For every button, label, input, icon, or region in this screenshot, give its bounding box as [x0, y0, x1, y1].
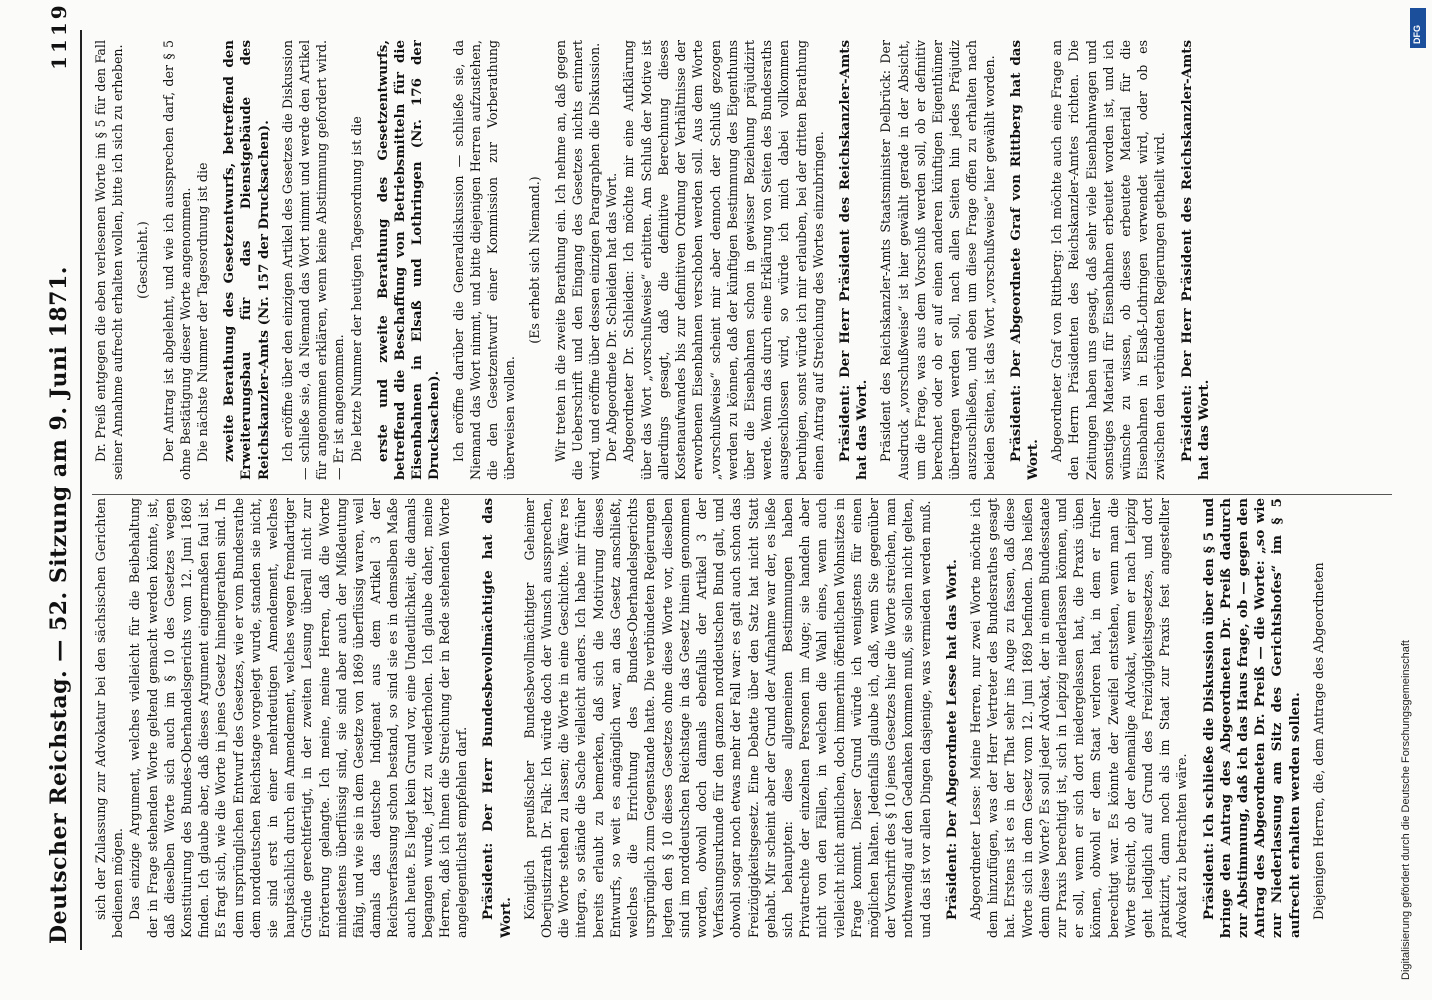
section-heading: Präsident: Ich schließe die Diskussion über den § 5 und bringe den Antrag des Abgeordneten Dr. Preiß dadurch zur Abstimmung, daß ich das Haus frage, ob — gegen den Antrag des Abgeordneten Dr. Preiß — die Worte: „so wie zur Niederlassung am Sitz des Gerichtshofes“ im § 5 aufrecht erhalten werden sollen. [1200, 498, 1303, 938]
section-heading: zweite Berathung des Gesetzentwurfs, betreffend den Erweiterungsbau für das Dienstgebäude des Reichskanzler-Amts (Nr. 157 der Drucksachen). [221, 40, 272, 480]
running-title: Deutscher Reichstag. — 52. Sitzung am 9. Juni 1871. [46, 266, 72, 944]
column-divider [92, 494, 1392, 495]
paragraph: Abgeordneter Dr. Schleiden: Ich möchte mir eine Aufklärung über das Wort „vorschußweise“ erbitten. Am Schluß der Motive ist allerdings gesagt, daß die definitive Berechnung dieses Kostenaufwandes bis zur definitiven Ordnung der Verhältnisse der erworbenen Eisenbahnen verschoben werden soll. Aus dem Worte „vorschußweise“ scheint mir aber dennoch der Schluß gezogen werden zu können, daß der künftigen Bestimmung des Eigenthums über die Eisenbahnen schon in gewisser Beziehung präjudizirt werde. Wenn das durch eine Erklärung von Seiten des Bundesraths ausgeschlossen wird, so würde ich mich dabei vollkommen beruhigen, sonst würde ich mir erlauben, bei der dritten Berathung einen Antrag auf Streichung des Wortes einzubringen. [621, 40, 826, 480]
digitization-notice: Digitalisierung gefördert durch die Deutsche Forschungsgemeinschaft [1400, 640, 1412, 980]
paragraph: Diejenigen Herren, die, dem Antrage des Abgeordneten [1310, 562, 1326, 920]
paragraph: Dr. Preiß entgegen die eben verlesenen Worte im § 5 für den Fall seiner Annahme aufrecht erhalten wollen, bitte ich sich zu erheben. [93, 40, 126, 480]
paragraph: Die nächste Nummer der Tagesordnung ist die [195, 162, 211, 462]
section-heading: Präsident: Der Abgeordnete Graf von Rittberg hat das Wort. [1007, 40, 1041, 480]
stage-direction: (Geschieht.) [135, 221, 151, 299]
paragraph: Der Antrag ist abgelehnt, und wie ich aussprechen darf, der § 5 ohne Bestätigung dieser Worte angenommen. [160, 40, 193, 480]
section-heading: Präsident: Der Abgeordnete Lesse hat das Wort. [943, 559, 960, 920]
section-heading: Präsident: Der Herr Bundesbevollmächtigte hat das Wort. [480, 498, 514, 938]
paragraph: Präsident des Reichskanzler-Amts Staatsminister Delbrück: Der Ausdruck „vorschußweise“ ist hier gewählt gerade in der Absicht, um die Frage, was aus dem Vorschuß werden soll, ob er definitiv berechnet oder ob er auf einen anderen künftigen Eigenthümer übertragen werden soll, nach allen Seiten hin jedes Präjudiz auszuschließen, und eben um diese Frage offen zu erhalten nach beiden Seiten, ist das Wort „vorschußweise“ hier gewählt worden. [878, 40, 997, 480]
page-header [42, 0, 76, 1000]
header-rule [80, 30, 82, 950]
dfg-logo: DFG [1410, 8, 1426, 48]
section-heading: Präsident: Der Herr Präsident des Reichskanzler-Amts hat das Wort. [1178, 40, 1212, 480]
page-number: 1119 [47, 2, 71, 70]
paragraph: Der Abgeordnete Dr. Schleiden hat das Wort. [604, 172, 620, 462]
section-heading: erste und zweite Berathung des Gesetzentwurfs, betreffend die Beschaffung von Betriebsmitteln für die Eisenbahnen in Elsaß und Lothringen (Nr. 176 der Drucksachen). [374, 40, 443, 480]
paragraph: Abgeordneter Lesse: Meine Herren, nur zwei Worte möchte ich dem hinzufügen, was der Herr Vertreter des Bundesrathes gesagt hat. Erstens ist es in der That sehr ins Auge zu fassen, daß diese Worte sich in dem Gesetz vom 12. Juni 1869 befinden. Das heißen denn diese Worte? Es soll jeder Advokat, der in einem Bundesstaate zur Praxis berechtigt ist, sich in Leipzig niederlassen können, und er soll, wenn er sich dort niedergelassen hat, die Praxis üben können, obwohl er dem Staat verloren hat, in dem er früher berechtigt war. Es könnte der Zweifel entstehen, wenn man die Worte streicht, ob der ehemalige Advokat, wenn er nach Leipzig geht lediglich auf Grund des Freizügigkeitsgesetzes, und dort praktizirt, dann noch als im Staat zur Praxis fest angestellter Advokat zu betrachten wäre. [967, 498, 1190, 938]
paragraph: Ich eröffne darüber die Generaldiskussion — schließe sie, da Niemand das Wort nimmt, und bitte diejenigen Herren aufzustehen, die den Gesetzentwurf einer Kommission zur Vorberathung überweisen wollen. [450, 40, 518, 480]
paragraph: Die letzte Nummer der heutigen Tagesordnung ist die [348, 116, 364, 462]
paragraph: Abgeordneter Graf von Rittberg: Ich möchte auch eine Frage an den Herrn Präsidenten des Reichskanzler-Amtes richten. Die Zeitungen haben uns gesagt, daß sehr viele Eisenbahnwagen und sonstiges Material für Eisenbahnen erbeutet worden ist, und ich wünsche zu wissen, ob dieses erbeutete Material für die Eisenbahnen in Elsaß-Lothringen verwendet wird, oder ob es zwischen den verbündeten Regierungen getheilt wird. [1049, 40, 1168, 480]
paragraph: Wir treten in die zweite Berathung ein. Ich nehme an, daß gegen die Ueberschrift und den Eingang des Gesetzes nichts erinnert wird, und eröffne über dessen einzigen Paragraphen die Diskussion. [552, 40, 603, 480]
left-column [92, 498, 1412, 938]
paragraph: sich der Zulassung zur Advokatur bei den sächsischen Gerichten bedienen mögen. [93, 498, 126, 938]
paragraph: Ich eröffne über den einzigen Artikel des Gesetzes die Diskussion — schließe sie, da Niemand das Wort nimmt und werde den Artikel für angenommen erklären, wenn keine Abstimmung gefordert wird. — Er ist angenommen. [279, 40, 347, 480]
section-heading: Präsident: Der Herr Präsident des Reichskanzler-Amts hat das Wort. [836, 40, 871, 480]
paragraph: Königlich preußischer Bundesbevollmächtigter Geheimer Oberjustizrath Dr. Falk: Ich würde doch der Wunsch aussprechen, die Worte stehen zu lassen; die Worte in eine Geschichte. Wäre res integra, so stände die Sache vielleicht anders. Ich habe mir früher bereits erlaubt zu bemerken, daß sich die Motivirung dieses Entwurfs, so weit es angänglich war, an das Gesetz anschließt, welches die Errichtung des Bundes-Oberhandelsgerichts ursprünglich zum Gegenstande hatte. Die verbündeten Regierungen legten den § 10 dieses Gesetzes ohne diese Worte vor, dieselben sind im norddeutschen Reichstage in das Gesetz hinein genommen worden, obwohl doch damals ebenfalls der Artikel 3 der Verfassungsurkunde für den ganzen norddeutschen Bund galt, und obwohl sogar noch etwas mehr der Fall war: es galt auch schon das Freizügigkeitsgesetz. Eine Debatte über den Satz hat nicht Statt gehabt. Mir scheint aber der Grund der Aufnahme war der, es ließe sich behaupten: diese allgemeinen Bestimmungen haben Privatrechte der einzelnen Personen im Auge; sie handeln aber nicht von den Fällen, in welchen die Wahl eines, wenn auch vielleicht nicht amtlichen, doch immerhin öffentlichen Wohnsitzes in Frage kommt. Dieser Grund würde ich wenigstens für einen möglichen halten. Jedenfalls glaube ich, daß, wenn Sie gegenüber der Vorschrift des § 10 jenes Gesetzes hier die Worte streichen, man nothwendig auf den Gedanken kommen muß, sie sollen nicht gelten, und das ist vor allen Dingen dasjenige, was vermieden werden muß. [521, 498, 933, 938]
paragraph: Das einzige Argument, welches vielleicht für die Beibehaltung der in Frage stehenden Worte geltend gemacht werden könnte, ist, daß dieselben Worte sich auch im § 10 des Gesetzes wegen Konstituirung des Bundes-Oberhandelsgerichts vom 12. Juni 1869 finden. Ich glaube aber, daß dieses Argument eingermaßen faul ist. Es fragt sich, wie die Worte in jenes Gesetz hineingerathen sind. In dem ursprünglichen Entwurf des Gesetzes, wie er vom Bundesrathe dem norddeutschen Reichstage vorgelegt wurde, standen sie nicht, sie sind erst in einer mehrdeutigen Amendement, welches hauptsächlich durch ein Amendement, welches wegen fremdartiger Gründe gerechtfertigt, in der zweiten Lesung überall nicht zur Erörterung gelangte. Ich meine, meine Herren, daß die Worte mindestens überflüssig sind, sie sind aber auch der Mißdeutung fähig, und wie sie in dem Gesetze von 1869 überflüssig waren, weil damals das deutsche Indigenat aus dem Artikel 3 der Reichsverfassung schon bestand, so sind sie es in demselben Maße auch heute. Es liegt kein Grund vor, eine Undeutlichkeit, die damals begangen wurde, jetzt zu wiederholen. Ich glaube daher, meine Herren, daß ich Ihnen die Streichung der in Rede stehenden Worte angelegentlichst empfehlen darf. [127, 498, 470, 938]
right-column [92, 40, 1412, 480]
stage-direction: (Es erhebt sich Niemand.) [527, 176, 543, 344]
